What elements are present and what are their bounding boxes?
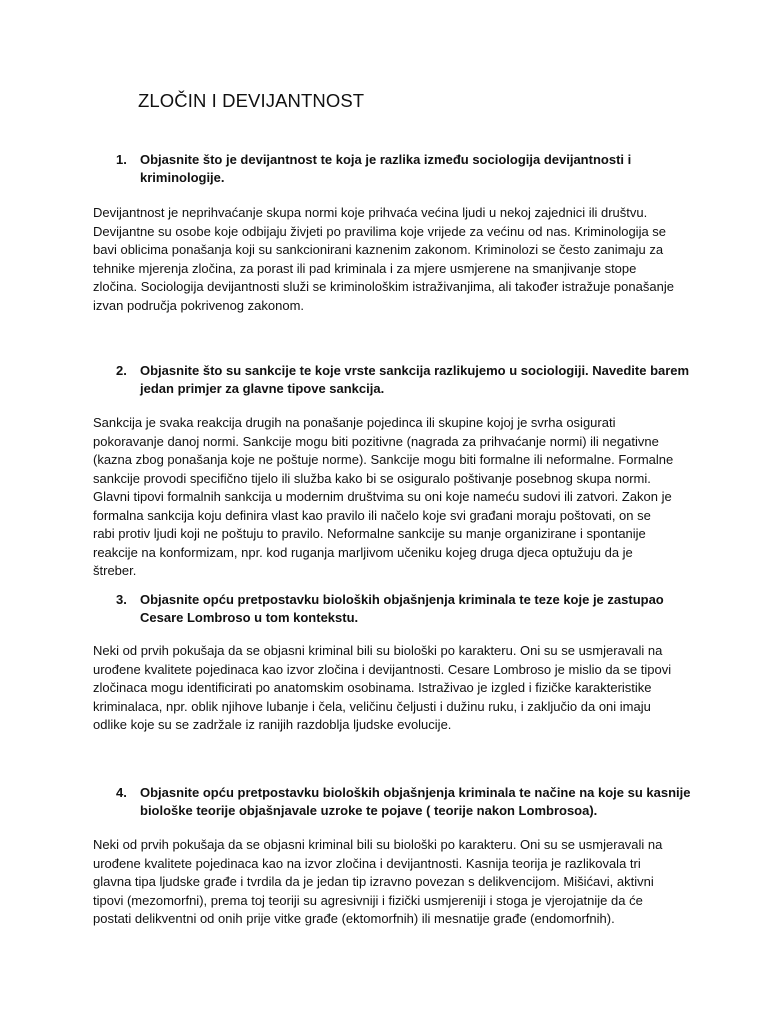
question-line: biološke teorije objašnjavale uzroke te pojave ( teorije nakon Lombrosoa).: [140, 803, 598, 818]
answer-line: zločina. Sociologija devijantnosti služi se kriminološkim istraživanjima, ali također istražuje ponašanje: [93, 279, 674, 294]
question-line: Objasnite opću pretpostavku bioloških objašnjenja kriminala te načine na koje su kasnije: [140, 785, 691, 800]
document-title: ZLOČIN I DEVIJANTNOST: [138, 90, 365, 111]
question-line: Objasnite opću pretpostavku bioloških objašnjenja kriminala te teze koje je zastupao: [140, 592, 664, 607]
question-text: [140, 151, 676, 187]
question-line: Objasnite što su sankcije te koje vrste sankcija razlikujemo u sociologiji. Navedite barem: [140, 363, 690, 378]
question-number: 1.: [116, 152, 127, 167]
question-line: Cesare Lombroso u tom kontekstu.: [140, 610, 359, 625]
question-4: [116, 784, 691, 820]
answer-line: štreber.: [93, 563, 137, 578]
answer-line: Neki od prvih pokušaja da se objasni kriminal bili su biološki po karakteru. Oni su se usmjeravali na: [93, 643, 663, 658]
answer-line: Sankcija je svaka reakcija drugih na ponašanje pojedinca ili skupine kojoj je svrha osigurati: [93, 415, 616, 430]
answer-line: sankcije provodi specifično tijelo ili služba kako bi se osiguralo poštivanje posebnog skupa normi.: [93, 470, 651, 486]
question-number: 2.: [116, 363, 127, 378]
question-number: 4.: [116, 785, 127, 800]
answer-line: izvan područja pokrivenog zakonom.: [93, 297, 305, 313]
answer-line: tipovi (mezomorfni), prema toj teoriji su agresivniji i fizički usmjereniji i stoga je vjerojatnije da će: [93, 892, 643, 908]
answer-line: pokoravanje danoj normi. Sankcije mogu biti pozitivne (nagrada za prihvaćanje normi) ili negativne: [93, 433, 659, 449]
question-text: [140, 784, 691, 820]
answer-4: [93, 836, 683, 929]
answer-line: urođene kvalitete pojedinaca kao izvor zločina i devijantnosti. Cesare Lombroso je mislio da se tipovi: [93, 661, 672, 677]
question-text: [140, 591, 676, 627]
answer-2: [93, 414, 683, 581]
answer-1: [93, 204, 683, 315]
question-1: [116, 151, 676, 187]
question-number: 3.: [116, 592, 127, 607]
question-text: [140, 362, 689, 398]
answer-line: zločinaca mogu identificirati po anatomskim osobinama. Istraživao je izgled i fizičke karakteristike: [93, 680, 652, 695]
answer-line: odlike koje su se zadržale iz ranijih razdoblja ljudske evolucije.: [93, 717, 452, 732]
answer-line: Glavni tipovi formalnih sankcija u modernim društvima su oni koje nameću sudovi ili zatvori. Zakon je: [93, 489, 672, 504]
answer-line: (kazna zbog ponašanja koje ne poštuje norme). Sankcije mogu biti formalne ili neformalne. Formalne: [93, 452, 674, 467]
answer-line: urođene kvalitete pojedinaca kao na izvor zločina i devijantnosti. Kasnija teorija je razlikovala tri: [93, 855, 641, 871]
question-line: Objasnite što je devijantnost te koja je razlika između sociologija devijantnosti i: [140, 152, 632, 167]
answer-line: Neki od prvih pokušaja da se objasni kriminal bili su biološki po karakteru. Oni su se usmjeravali na: [93, 837, 663, 852]
answer-line: rabi protiv ljudi koji ne poštuju to pravilo. Neformalne sankcije su manje organizirane i spontanije: [93, 526, 646, 541]
answer-line: tehnike mjerenja zločina, za porast ili pad kriminala i za mjere usmjerene na smanjivanje stope: [93, 260, 637, 276]
question-2: [116, 362, 690, 398]
answer-line: postati delikventni od onih prije vitke građe (ektomorfnih) ili mesnatije građe (endomorfnih).: [93, 911, 615, 926]
question-line: kriminologije.: [140, 170, 225, 185]
answer-line: formalna sankcija koju definira vlast kao pravilo ili načelo koje svi građani moraju poštovati, on se: [93, 507, 651, 523]
answer-line: reakcije na konformizam, npr. kod ruganja marljivom učeniku kojeg druga djeca optužuju da je: [93, 544, 633, 560]
question-line: jedan primjer za glavne tipove sankcija.: [140, 381, 385, 396]
question-3: [116, 591, 676, 627]
answer-line: Devijantne su osobe koje odbijaju živjeti po pravilima koje vrijede za većinu od nas. Kriminologija se: [93, 223, 667, 239]
answer-line: glavna tipa ljudske građe i tvrdila da je jedan tip izravno povezan s delikvencijom. Mišićavi, aktivni: [93, 874, 654, 889]
answer-line: Devijantnost je neprihvaćanje skupa normi koje prihvaća većina ljudi u nekoj zajednici ili društvu.: [93, 205, 648, 220]
answer-3: [93, 642, 683, 735]
answer-line: kriminalaca, npr. oblik njihove lubanje i čela, veličinu čeljusti i dužinu ruku, i zaključio da oni imaju: [93, 698, 651, 714]
answer-line: bavi oblicima ponašanja koji su sankcionirani kaznenim zakonom. Kriminolozi se često zanimaju za: [93, 242, 664, 257]
